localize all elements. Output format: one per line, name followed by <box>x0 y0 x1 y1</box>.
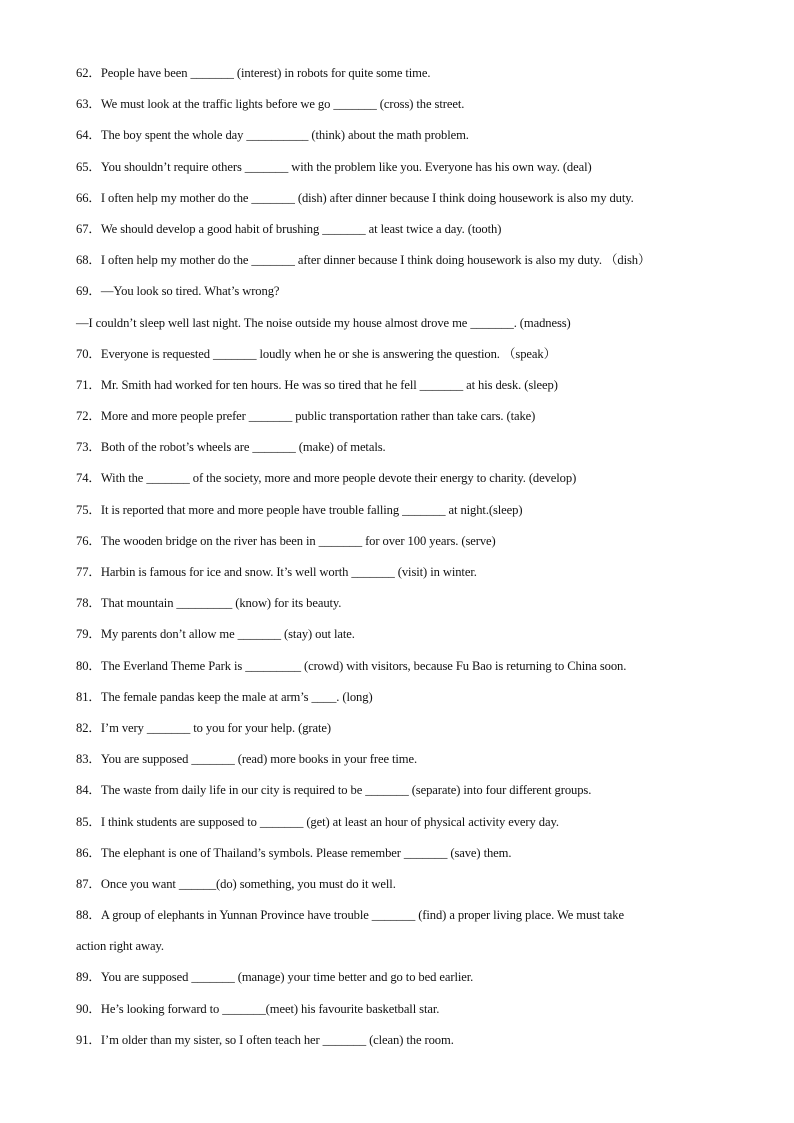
question-text: action right away. <box>76 939 164 954</box>
exercise-line <box>76 744 726 775</box>
question-number: 83． <box>76 752 101 767</box>
question-text: The wooden bridge on the river has been in _______ for over 100 years. (serve) <box>100 533 496 548</box>
question-text: Once you want ______(do) something, you must do it well. <box>100 876 396 891</box>
question-text: Mr. Smith had worked for ten hours. He was so tired that he fell _______ at his desk. (sleep) <box>100 377 558 392</box>
question-text: The elephant is one of Thailand’s symbols. Please remember _______ (save) them. <box>100 845 512 860</box>
question-text: It is reported that more and more people have trouble falling _______ at night.(sleep) <box>100 502 523 517</box>
question-number: 77． <box>76 565 101 579</box>
question-number: 68． <box>76 253 101 268</box>
exercise-line <box>76 463 726 494</box>
question-text: The Everland Theme Park is _________ (crowd) with visitors, because Fu Bao is returning to China soon. <box>100 658 627 673</box>
question-text: My parents don’t allow me _______ (stay) out late. <box>100 627 355 642</box>
question-text: The female pandas keep the male at arm’s ____. (long) <box>100 689 373 704</box>
question-number: 90． <box>76 1001 101 1016</box>
question-number: 80． <box>76 658 101 673</box>
question-number: 72． <box>76 409 101 424</box>
exercise-line <box>76 58 726 89</box>
exercise-line <box>76 713 726 744</box>
question-number: 86． <box>76 845 101 860</box>
exercise-line <box>76 651 726 682</box>
question-number: 66． <box>76 190 101 205</box>
exercise-line <box>76 120 726 151</box>
question-text: We should develop a good habit of brushing _______ at least twice a day. (tooth) <box>100 221 502 236</box>
question-text: You shouldn’t require others _______ with the problem like you. Everyone has his own way. (deal) <box>100 159 592 174</box>
question-text: More and more people prefer _______ public transportation rather than take cars. (take) <box>100 409 536 424</box>
exercise-line <box>76 588 726 619</box>
exercise-line <box>76 339 726 370</box>
question-number: 85． <box>76 814 101 829</box>
question-number: 62． <box>76 66 101 80</box>
exercise-line <box>76 89 726 120</box>
question-text: I often help my mother do the _______ after dinner because I think doing housework is also my duty. （dish） <box>100 253 651 268</box>
exercise-line <box>76 869 726 900</box>
exercise-line <box>76 775 726 806</box>
question-number: 79． <box>76 627 101 642</box>
exercise-line <box>76 962 726 993</box>
exercise-list <box>76 58 726 1056</box>
exercise-line <box>76 526 726 557</box>
exercise-line <box>76 619 726 650</box>
question-number: 70． <box>76 346 101 361</box>
question-text: You are supposed _______ (manage) your time better and go to bed earlier. <box>100 970 474 985</box>
question-number: 64． <box>76 128 101 143</box>
question-text: Both of the robot’s wheels are _______ (make) of metals. <box>100 440 386 455</box>
question-text: I’m older than my sister, so I often teach her _______ (clean) the room. <box>100 1032 454 1047</box>
exercise-line <box>76 557 726 588</box>
question-text: Everyone is requested _______ loudly when he or she is answering the question. （speak） <box>100 346 557 361</box>
question-text: Harbin is famous for ice and snow. It’s well worth _______ (visit) in winter. <box>100 565 477 579</box>
exercise-line <box>76 308 726 339</box>
question-text: —I couldn’t sleep well last night. The noise outside my house almost drove me _______. (madness) <box>76 315 571 330</box>
exercise-line <box>76 495 726 526</box>
question-number: 69． <box>76 284 101 299</box>
question-number: 78． <box>76 596 101 611</box>
question-text: I often help my mother do the _______ (dish) after dinner because I think doing housework is also my duty. <box>100 190 634 205</box>
exercise-line <box>76 245 726 276</box>
question-text: You are supposed _______ (read) more books in your free time. <box>100 752 418 767</box>
question-text: The boy spent the whole day __________ (think) about the math problem. <box>100 128 469 143</box>
question-number: 65． <box>76 159 101 174</box>
question-number: 75． <box>76 502 101 517</box>
question-text: People have been _______ (interest) in robots for quite some time. <box>100 66 431 80</box>
question-text: The waste from daily life in our city is required to be _______ (separate) into four different groups. <box>100 783 592 798</box>
question-text: That mountain _________ (know) for its beauty. <box>100 596 342 611</box>
exercise-line <box>76 994 726 1025</box>
question-text: I’m very _______ to you for your help. (grate) <box>100 720 331 735</box>
exercise-line <box>76 807 726 838</box>
question-text: I think students are supposed to _______ (get) at least an hour of physical activity every day. <box>100 814 559 829</box>
question-number: 82． <box>76 720 101 735</box>
exercise-line <box>76 682 726 713</box>
question-text: We must look at the traffic lights before we go _______ (cross) the street. <box>100 97 465 112</box>
exercise-line <box>76 183 726 214</box>
question-number: 63． <box>76 97 101 112</box>
exercise-line <box>76 931 726 962</box>
exercise-line <box>76 276 726 307</box>
question-number: 74． <box>76 471 101 486</box>
question-number: 67． <box>76 221 101 236</box>
question-text: —You look so tired. What’s wrong? <box>100 284 280 299</box>
exercise-line <box>76 152 726 183</box>
exercise-line <box>76 214 726 245</box>
exercise-line <box>76 1025 726 1056</box>
question-number: 87． <box>76 876 101 891</box>
exercise-line <box>76 370 726 401</box>
exercise-line <box>76 838 726 869</box>
question-number: 73． <box>76 440 101 455</box>
exercise-line <box>76 401 726 432</box>
exercise-line <box>76 900 726 931</box>
question-number: 91． <box>76 1032 101 1047</box>
question-number: 89． <box>76 970 101 985</box>
question-text: With the _______ of the society, more and more people devote their energy to charity. (develop) <box>100 471 577 486</box>
exercise-line <box>76 432 726 463</box>
question-number: 84． <box>76 783 101 798</box>
question-text: A group of elephants in Yunnan Province have trouble _______ (find) a proper living place. We must take <box>100 908 624 923</box>
question-number: 81． <box>76 689 101 704</box>
question-number: 88． <box>76 908 101 923</box>
question-number: 71． <box>76 377 101 392</box>
question-text: He’s looking forward to _______(meet) his favourite basketball star. <box>100 1001 440 1016</box>
question-number: 76． <box>76 533 101 548</box>
